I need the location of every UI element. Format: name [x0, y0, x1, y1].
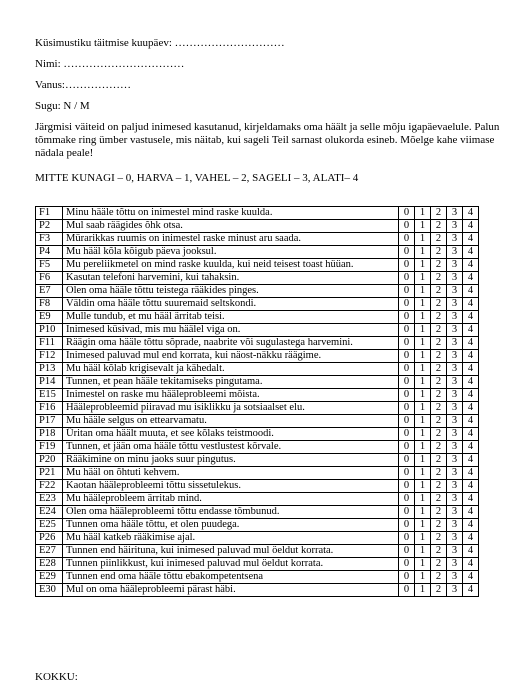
- answer-option-2[interactable]: 2: [431, 532, 447, 545]
- question-code: F16: [36, 402, 63, 415]
- question-code: E25: [36, 519, 63, 532]
- answer-option-4[interactable]: 4: [463, 584, 479, 597]
- question-text: Tunnen oma hääle tõttu, et olen puudega.: [63, 519, 399, 532]
- question-text: Mu hääl on õhtuti kehvem.: [63, 467, 399, 480]
- answer-option-1[interactable]: 1: [415, 311, 431, 324]
- question-code: F22: [36, 480, 63, 493]
- question-row: [36, 376, 479, 389]
- answer-option-4[interactable]: 4: [463, 363, 479, 376]
- answer-option-3[interactable]: 3: [447, 571, 463, 584]
- answer-option-3[interactable]: 3: [447, 506, 463, 519]
- answer-option-1[interactable]: 1: [415, 480, 431, 493]
- question-code: E15: [36, 389, 63, 402]
- question-text: Tunnen end oma hääle tõttu ebakompetentsena: [63, 571, 399, 584]
- question-row: [36, 467, 479, 480]
- answer-option-1[interactable]: 1: [415, 402, 431, 415]
- answer-option-1[interactable]: 1: [415, 207, 431, 220]
- answer-option-4[interactable]: 4: [463, 558, 479, 571]
- question-text: Mul on oma hääleprobleemi pärast häbi.: [63, 584, 399, 597]
- answer-option-0[interactable]: 0: [399, 584, 415, 597]
- question-code: P17: [36, 415, 63, 428]
- answer-option-2[interactable]: 2: [431, 545, 447, 558]
- question-row: [36, 220, 479, 233]
- answer-option-1[interactable]: 1: [415, 337, 431, 350]
- answer-option-4[interactable]: 4: [463, 545, 479, 558]
- answer-option-0[interactable]: 0: [399, 545, 415, 558]
- answer-option-1[interactable]: 1: [415, 584, 431, 597]
- answer-option-1[interactable]: 1: [415, 506, 431, 519]
- answer-option-0[interactable]: 0: [399, 389, 415, 402]
- question-row: [36, 298, 479, 311]
- answer-option-3[interactable]: 3: [447, 441, 463, 454]
- question-text: Inimesed paluvad mul end korrata, kui näost-näkku räägime.: [63, 350, 399, 363]
- question-row: [36, 454, 479, 467]
- answer-option-4[interactable]: 4: [463, 311, 479, 324]
- answer-option-3[interactable]: 3: [447, 298, 463, 311]
- answer-option-3[interactable]: 3: [447, 272, 463, 285]
- question-code: P26: [36, 532, 63, 545]
- question-row: [36, 285, 479, 298]
- answer-option-2[interactable]: 2: [431, 363, 447, 376]
- scale-legend: MITTE KUNAGI – 0, HARVA – 1, VAHEL – 2, SAGELI – 3, ALATI– 4: [35, 172, 359, 184]
- answer-option-1[interactable]: 1: [415, 558, 431, 571]
- question-text: Tunnen end häirituna, kui inimesed paluvad mul öeldut korrata.: [63, 545, 399, 558]
- answer-option-2[interactable]: 2: [431, 233, 447, 246]
- answer-option-1[interactable]: 1: [415, 467, 431, 480]
- sex-field-line: Sugu: N / M: [35, 100, 90, 112]
- question-text: Mürarikkas ruumis on inimestel raske minust aru saada.: [63, 233, 399, 246]
- question-row: [36, 272, 479, 285]
- question-row: [36, 324, 479, 337]
- answer-option-2[interactable]: 2: [431, 519, 447, 532]
- answer-option-3[interactable]: 3: [447, 207, 463, 220]
- answer-option-1[interactable]: 1: [415, 389, 431, 402]
- answer-option-2[interactable]: 2: [431, 220, 447, 233]
- answer-option-3[interactable]: 3: [447, 467, 463, 480]
- question-text: Kaotan hääleprobleemi tõttu sissetulekus.: [63, 480, 399, 493]
- answer-option-4[interactable]: 4: [463, 571, 479, 584]
- answer-option-0[interactable]: 0: [399, 272, 415, 285]
- answer-option-4[interactable]: 4: [463, 285, 479, 298]
- answer-option-0[interactable]: 0: [399, 311, 415, 324]
- answer-option-1[interactable]: 1: [415, 545, 431, 558]
- questionnaire-table: [35, 206, 479, 597]
- answer-option-4[interactable]: 4: [463, 350, 479, 363]
- answer-option-2[interactable]: 2: [431, 506, 447, 519]
- question-text: Hääleprobleemid piiravad mu isiklikku ja sotsiaalset elu.: [63, 402, 399, 415]
- answer-option-1[interactable]: 1: [415, 350, 431, 363]
- answer-option-1[interactable]: 1: [415, 259, 431, 272]
- question-text: Mul saab räägides õhk otsa.: [63, 220, 399, 233]
- question-text: Minu hääle tõttu on inimestel mind raske kuulda.: [63, 207, 399, 220]
- answer-option-4[interactable]: 4: [463, 298, 479, 311]
- answer-option-3[interactable]: 3: [447, 389, 463, 402]
- question-row: [36, 584, 479, 597]
- answer-option-2[interactable]: 2: [431, 428, 447, 441]
- answer-option-3[interactable]: 3: [447, 519, 463, 532]
- question-text: Mu hääl katkeb rääkimise ajal.: [63, 532, 399, 545]
- answer-option-1[interactable]: 1: [415, 519, 431, 532]
- question-code: F3: [36, 233, 63, 246]
- question-row: [36, 350, 479, 363]
- question-row: [36, 363, 479, 376]
- question-code: E23: [36, 493, 63, 506]
- answer-option-3[interactable]: 3: [447, 376, 463, 389]
- date-field-line: Küsimustiku täitmise kuupäev: …………………………: [35, 37, 285, 49]
- answer-option-3[interactable]: 3: [447, 259, 463, 272]
- question-row: [36, 532, 479, 545]
- answer-option-0[interactable]: 0: [399, 558, 415, 571]
- answer-option-4[interactable]: 4: [463, 376, 479, 389]
- answer-option-3[interactable]: 3: [447, 324, 463, 337]
- answer-option-0[interactable]: 0: [399, 324, 415, 337]
- question-row: [36, 337, 479, 350]
- question-text: Mu hääl kõlab krigisevalt ja kähedalt.: [63, 363, 399, 376]
- question-code: F1: [36, 207, 63, 220]
- answer-option-1[interactable]: 1: [415, 363, 431, 376]
- answer-option-4[interactable]: 4: [463, 415, 479, 428]
- question-text: Mulle tundub, et mu hääl ärritab teisi.: [63, 311, 399, 324]
- answer-option-2[interactable]: 2: [431, 441, 447, 454]
- answer-option-2[interactable]: 2: [431, 454, 447, 467]
- question-row: [36, 415, 479, 428]
- answer-option-3[interactable]: 3: [447, 415, 463, 428]
- question-row: [36, 506, 479, 519]
- question-code: F11: [36, 337, 63, 350]
- question-row: [36, 571, 479, 584]
- answer-option-0[interactable]: 0: [399, 350, 415, 363]
- question-row: [36, 441, 479, 454]
- answer-option-2[interactable]: 2: [431, 389, 447, 402]
- answer-option-4[interactable]: 4: [463, 220, 479, 233]
- answer-option-2[interactable]: 2: [431, 207, 447, 220]
- answer-option-0[interactable]: 0: [399, 363, 415, 376]
- answer-option-4[interactable]: 4: [463, 532, 479, 545]
- answer-option-4[interactable]: 4: [463, 324, 479, 337]
- answer-option-1[interactable]: 1: [415, 532, 431, 545]
- answer-option-1[interactable]: 1: [415, 298, 431, 311]
- answer-option-2[interactable]: 2: [431, 376, 447, 389]
- answer-option-4[interactable]: 4: [463, 441, 479, 454]
- answer-option-4[interactable]: 4: [463, 454, 479, 467]
- answer-option-2[interactable]: 2: [431, 415, 447, 428]
- question-text: Mu pereliikmetel on mind raske kuulda, kui neid teisest toast hüüan.: [63, 259, 399, 272]
- question-code: F6: [36, 272, 63, 285]
- question-row: [36, 519, 479, 532]
- answer-option-0[interactable]: 0: [399, 259, 415, 272]
- question-code: E7: [36, 285, 63, 298]
- question-code: P13: [36, 363, 63, 376]
- answer-option-0[interactable]: 0: [399, 428, 415, 441]
- answer-option-2[interactable]: 2: [431, 350, 447, 363]
- answer-option-4[interactable]: 4: [463, 246, 479, 259]
- question-code: E27: [36, 545, 63, 558]
- answer-option-3[interactable]: 3: [447, 532, 463, 545]
- answer-option-0[interactable]: 0: [399, 337, 415, 350]
- question-code: P20: [36, 454, 63, 467]
- answer-option-3[interactable]: 3: [447, 363, 463, 376]
- question-code: E30: [36, 584, 63, 597]
- answer-option-1[interactable]: 1: [415, 324, 431, 337]
- question-row: [36, 246, 479, 259]
- answer-option-2[interactable]: 2: [431, 584, 447, 597]
- answer-option-0[interactable]: 0: [399, 207, 415, 220]
- answer-option-1[interactable]: 1: [415, 272, 431, 285]
- answer-option-4[interactable]: 4: [463, 506, 479, 519]
- answer-option-2[interactable]: 2: [431, 259, 447, 272]
- answer-option-3[interactable]: 3: [447, 402, 463, 415]
- answer-option-0[interactable]: 0: [399, 493, 415, 506]
- question-text: Väldin oma hääle tõttu suuremaid seltskondi.: [63, 298, 399, 311]
- question-text: Üritan oma häält muuta, et see kõlaks teistmoodi.: [63, 428, 399, 441]
- age-field-line: Vanus:………………: [35, 79, 131, 91]
- total-label: KOKKU:: [35, 671, 78, 683]
- question-text: Tunnen, et pean hääle tekitamiseks pingutama.: [63, 376, 399, 389]
- answer-option-0[interactable]: 0: [399, 467, 415, 480]
- answer-option-4[interactable]: 4: [463, 493, 479, 506]
- answer-option-1[interactable]: 1: [415, 415, 431, 428]
- answer-option-1[interactable]: 1: [415, 441, 431, 454]
- question-text: Inimesed küsivad, mis mu häälel viga on.: [63, 324, 399, 337]
- question-code: P2: [36, 220, 63, 233]
- answer-option-0[interactable]: 0: [399, 519, 415, 532]
- answer-option-4[interactable]: 4: [463, 402, 479, 415]
- answer-option-3[interactable]: 3: [447, 246, 463, 259]
- answer-option-3[interactable]: 3: [447, 233, 463, 246]
- answer-option-0[interactable]: 0: [399, 532, 415, 545]
- question-row: [36, 545, 479, 558]
- answer-option-0[interactable]: 0: [399, 246, 415, 259]
- answer-option-4[interactable]: 4: [463, 233, 479, 246]
- question-code: F8: [36, 298, 63, 311]
- answer-option-0[interactable]: 0: [399, 233, 415, 246]
- answer-option-4[interactable]: 4: [463, 428, 479, 441]
- answer-option-3[interactable]: 3: [447, 493, 463, 506]
- question-row: [36, 558, 479, 571]
- question-code: F12: [36, 350, 63, 363]
- answer-option-3[interactable]: 3: [447, 350, 463, 363]
- answer-option-1[interactable]: 1: [415, 285, 431, 298]
- question-text: Kasutan telefoni harvemini, kui tahaksin.: [63, 272, 399, 285]
- question-text: Mu hääl kõla kõigub päeva jooksul.: [63, 246, 399, 259]
- question-row: [36, 428, 479, 441]
- answer-option-4[interactable]: 4: [463, 480, 479, 493]
- answer-option-2[interactable]: 2: [431, 324, 447, 337]
- question-code: E28: [36, 558, 63, 571]
- answer-option-1[interactable]: 1: [415, 376, 431, 389]
- answer-option-0[interactable]: 0: [399, 285, 415, 298]
- question-code: P14: [36, 376, 63, 389]
- question-row: [36, 207, 479, 220]
- answer-option-0[interactable]: 0: [399, 480, 415, 493]
- answer-option-1[interactable]: 1: [415, 233, 431, 246]
- answer-option-0[interactable]: 0: [399, 454, 415, 467]
- question-code: F19: [36, 441, 63, 454]
- answer-option-1[interactable]: 1: [415, 220, 431, 233]
- answer-option-2[interactable]: 2: [431, 298, 447, 311]
- question-code: P18: [36, 428, 63, 441]
- question-row: [36, 493, 479, 506]
- question-text: Mu hääleprobleem ärritab mind.: [63, 493, 399, 506]
- answer-option-3[interactable]: 3: [447, 480, 463, 493]
- question-row: [36, 259, 479, 272]
- answer-option-1[interactable]: 1: [415, 428, 431, 441]
- answer-option-2[interactable]: 2: [431, 337, 447, 350]
- question-text: Tunnen piinlikkust, kui inimesed paluvad mul öeldut korrata.: [63, 558, 399, 571]
- answer-option-0[interactable]: 0: [399, 376, 415, 389]
- answer-option-4[interactable]: 4: [463, 272, 479, 285]
- question-text: Räägin oma hääle tõttu sõprade, naabrite või sugulastega harvemini.: [63, 337, 399, 350]
- answer-option-4[interactable]: 4: [463, 259, 479, 272]
- answer-option-4[interactable]: 4: [463, 207, 479, 220]
- answer-option-0[interactable]: 0: [399, 220, 415, 233]
- question-row: [36, 233, 479, 246]
- question-code: P21: [36, 467, 63, 480]
- answer-option-3[interactable]: 3: [447, 454, 463, 467]
- answer-option-2[interactable]: 2: [431, 493, 447, 506]
- answer-option-0[interactable]: 0: [399, 441, 415, 454]
- question-code: F5: [36, 259, 63, 272]
- question-code: E24: [36, 506, 63, 519]
- question-row: [36, 480, 479, 493]
- answer-option-3[interactable]: 3: [447, 428, 463, 441]
- answer-option-3[interactable]: 3: [447, 584, 463, 597]
- answer-option-2[interactable]: 2: [431, 402, 447, 415]
- answer-option-4[interactable]: 4: [463, 467, 479, 480]
- answer-option-0[interactable]: 0: [399, 506, 415, 519]
- question-text: Mu hääle selgus on ettearvamatu.: [63, 415, 399, 428]
- instructions-text: Järgmisi väiteid on paljud inimesed kasutanud, kirjeldamaks oma häält ja selle mõju igapäevaelule. Palun tõmmake ring ümber vastusele, mis näitab, kui sageli Teil sarnast olukorda esineb. Mõelge kahe viimase nädala peale!: [35, 121, 500, 159]
- answer-option-0[interactable]: 0: [399, 415, 415, 428]
- answer-option-2[interactable]: 2: [431, 480, 447, 493]
- answer-option-3[interactable]: 3: [447, 558, 463, 571]
- answer-option-3[interactable]: 3: [447, 311, 463, 324]
- question-text: Tunnen, et jään oma hääle tõttu vestlustest kõrvale.: [63, 441, 399, 454]
- answer-option-4[interactable]: 4: [463, 389, 479, 402]
- answer-option-0[interactable]: 0: [399, 298, 415, 311]
- answer-option-3[interactable]: 3: [447, 285, 463, 298]
- answer-option-2[interactable]: 2: [431, 467, 447, 480]
- answer-option-2[interactable]: 2: [431, 272, 447, 285]
- name-field-line: Nimi: ……………………………: [35, 58, 185, 70]
- answer-option-3[interactable]: 3: [447, 337, 463, 350]
- answer-option-1[interactable]: 1: [415, 246, 431, 259]
- question-text: Olen oma hääleprobleemi tõttu endasse tõmbunud.: [63, 506, 399, 519]
- answer-option-1[interactable]: 1: [415, 454, 431, 467]
- answer-option-4[interactable]: 4: [463, 337, 479, 350]
- question-row: [36, 311, 479, 324]
- answer-option-2[interactable]: 2: [431, 246, 447, 259]
- question-code: P10: [36, 324, 63, 337]
- answer-option-3[interactable]: 3: [447, 220, 463, 233]
- answer-option-4[interactable]: 4: [463, 519, 479, 532]
- question-text: Olen oma hääle tõttu teistega rääkides pinges.: [63, 285, 399, 298]
- answer-option-1[interactable]: 1: [415, 571, 431, 584]
- question-code: E9: [36, 311, 63, 324]
- answer-option-1[interactable]: 1: [415, 493, 431, 506]
- question-text: Inimestel on raske mu hääleprobleemi mõista.: [63, 389, 399, 402]
- answer-option-0[interactable]: 0: [399, 402, 415, 415]
- answer-option-2[interactable]: 2: [431, 311, 447, 324]
- answer-option-2[interactable]: 2: [431, 285, 447, 298]
- question-text: Rääkimine on minu jaoks suur pingutus.: [63, 454, 399, 467]
- answer-option-3[interactable]: 3: [447, 545, 463, 558]
- answer-option-2[interactable]: 2: [431, 558, 447, 571]
- answer-option-2[interactable]: 2: [431, 571, 447, 584]
- answer-option-0[interactable]: 0: [399, 571, 415, 584]
- question-code: E29: [36, 571, 63, 584]
- question-row: [36, 402, 479, 415]
- question-code: P4: [36, 246, 63, 259]
- question-row: [36, 389, 479, 402]
